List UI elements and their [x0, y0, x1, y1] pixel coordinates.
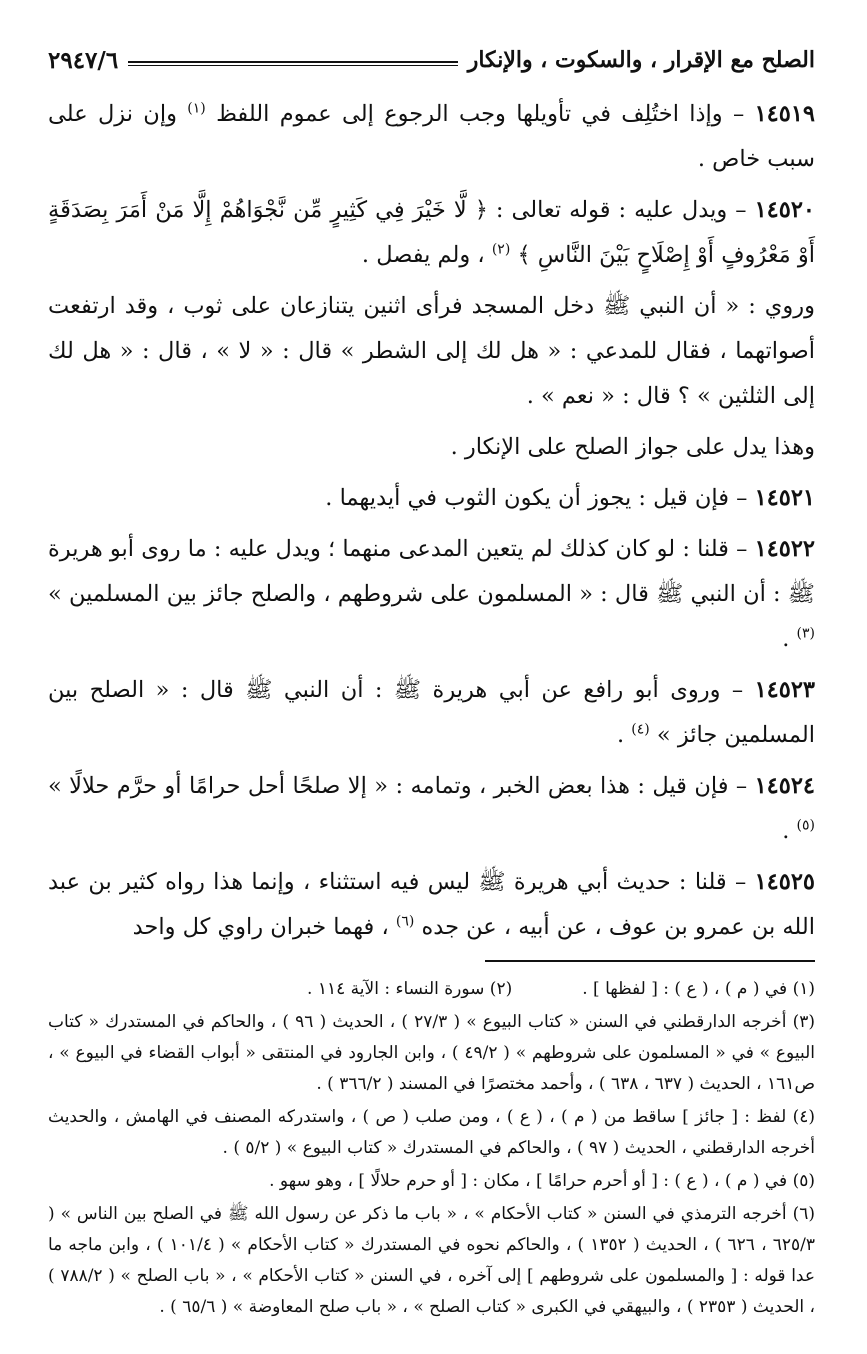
paragraph-text: – وإذا اختُلِف في تأويلها وجب الرجوع إلى عموم اللفظ [205, 101, 755, 127]
paragraph-number: ١٤٥٢٤ [754, 773, 815, 799]
footnote-6: (٦) أخرجه الترمذي في السنن « كتاب الأحكام » ، « باب ما ذكر عن رسول الله ﷺ في الصلح بين الناس » ( ٦٢٥/٣ ، ٦٢٦ ) ، الحديث ( ١٣٥٢ ) ، والحاكم نحوه في المستدرك « كتاب الأحكام » ( ١٠١/٤ ) ، وابن ماجه ما عدا قوله : [ والمسلمون على شروطهم ] إلى آخره ، في السنن « كتاب الأحكام » ، « باب الصلح » ( ٧٨٨/٢ ) ، الحديث ( ٢٣٥٣ ) ، والبيهقي في الكبرى « كتاب الصلح » ، « باب صلح المعاوضة » ( ٦٥/٦ ) . [48, 1204, 815, 1317]
main-text [48, 92, 815, 950]
running-head-rule [128, 61, 458, 66]
paragraph-text: – وروى أبو رافع عن أبي هريرة ﷺ : أن النبي ﷺ قال : « الصلح بين المسلمين جائز » [48, 677, 815, 748]
footnote-marker: (٤) [631, 721, 650, 738]
footnote-1: (١) في ( م ) ، ( ع ) : [ لفظها ] . [582, 979, 815, 999]
paragraph-number: ١٤٥٢٠ [754, 197, 815, 223]
footnote-4: (٤) لفظ : [ جائز ] ساقط من ( م ) ، ( ع ) ، ومن صلب ( ص ) ، واستدركه المصنف في الهامش ، والحديث أخرجه الدارقطني ، الحديث ( ٩٧ ) ، والحاكم في المستدرك « كتاب البيوع » ( ٥/٢ ) . [48, 1107, 815, 1158]
footnote-marker: (٢) [491, 241, 511, 258]
footnote-marker: (٣) [796, 625, 815, 642]
paragraph-text-tail: وإن نزل على سبب خاص . [48, 101, 815, 172]
paragraph-text-tail: . [782, 818, 797, 844]
paragraph-14520 [48, 188, 815, 278]
footnote-2: (٢) سورة النساء : الآية ١١٤ . [307, 979, 513, 999]
paragraph-text: وهذا يدل على جواز الصلح على الإنكار . [450, 434, 815, 460]
paragraph-14523 [48, 668, 815, 758]
running-head-title: الصلح مع الإقرار ، والسكوت ، والإنكار [467, 47, 815, 73]
footnotes [48, 974, 815, 1323]
paragraph-14525 [48, 860, 815, 950]
paragraph-number: ١٤٥٢٥ [754, 869, 815, 895]
paragraph-text: – فإن قيل : هذا بعض الخبر ، وتمامه : « إلا صلحًا أحل حرامًا أو حرَّم حلالًا » [48, 773, 755, 799]
paragraph-14522 [48, 527, 815, 662]
paragraph-text: – قلنا : لو كان كذلك لم يتعين المدعى منهما ؛ ويدل عليه : ما روى أبو هريرة ﷺ : أن النبي ﷺ قال : « المسلمون على شروطهم ، والصلح جائز بين المسلمين » [48, 536, 815, 607]
footnote-marker: (٥) [796, 817, 815, 834]
paragraph-text-tail: ، فهما خبران راوي كل واحد [132, 914, 396, 940]
footnote-row-1-2 [48, 974, 815, 1005]
footnote-marker: (١) [187, 100, 206, 117]
paragraph-text-tail: . [782, 626, 797, 652]
running-head [48, 40, 815, 80]
paragraph-text: وروي : « أن النبي ﷺ دخل المسجد فرأى اثنين يتنازعان على ثوب ، وقد ارتفعت أصواتهما ، فقال للمدعي : « هل لك إلى الشطر » قال : « لا » ، قال : « هل لك إلى الثلثين » ؟ قال : « نعم » . [48, 293, 815, 409]
paragraph-14519 [48, 92, 815, 182]
paragraph-14521 [48, 476, 815, 521]
footnote-separator [485, 960, 815, 962]
paragraph-14524 [48, 764, 815, 854]
footnote-5: (٥) في ( م ) ، ( ع ) : [ أو أحرم حرامًا ] ، مكان : [ أو حرم حلالًا ] ، وهو سهو . [269, 1171, 815, 1191]
paragraph-number: ١٤٥١٩ [754, 101, 816, 127]
paragraph-text: – ويدل عليه : قوله تعالى : ﴿ لَّا خَيْرَ فِي كَثِيرٍ مِّن نَّجْوَاهُمْ إِلَّا مَنْ أَمَرَ بِصَدَقَةٍ أَوْ مَعْرُوفٍ أَوْ إِصْلَاحٍ بَيْنَ النَّاسِ ﴾ [48, 197, 815, 268]
paragraph-text-tail: . [616, 722, 632, 748]
paragraph-conclusion [48, 425, 815, 470]
paragraph-number: ١٤٥٢٣ [754, 677, 815, 703]
paragraph-text-tail: ، ولم يفصل . [361, 242, 492, 268]
page-number: ٢٩٤٧/٦ [48, 46, 119, 74]
paragraph-hadith-narration [48, 284, 815, 419]
paragraph-text: – قلنا : حديث أبي هريرة ﷺ ليس فيه استثناء ، وإنما هذا رواه كثير بن عبد الله بن عمرو بن عوف ، عن أبيه ، عن جده [48, 869, 815, 940]
paragraph-text: – فإن قيل : يجوز أن يكون الثوب في أيديهما . [325, 485, 755, 511]
footnote-3: (٣) أخرجه الدارقطني في السنن « كتاب البيوع » ( ٢٧/٣ ) ، الحديث ( ٩٦ ) ، والحاكم في المستدرك « كتاب البيوع » في « المسلمون على شروطهم » ( ٤٩/٢ ) ، وابن الجارود في المنتقى « أبواب القضاء في البيوع » ، ص١٦١ ، الحديث ( ٦٣٧ ، ٦٣٨ ) ، وأحمد مختصرًا في المسند ( ٣٦٦/٢ ) . [48, 1012, 815, 1094]
footnote-marker: (٦) [395, 913, 415, 930]
paragraph-number: ١٤٥٢١ [754, 485, 815, 511]
paragraph-number: ١٤٥٢٢ [754, 536, 815, 562]
